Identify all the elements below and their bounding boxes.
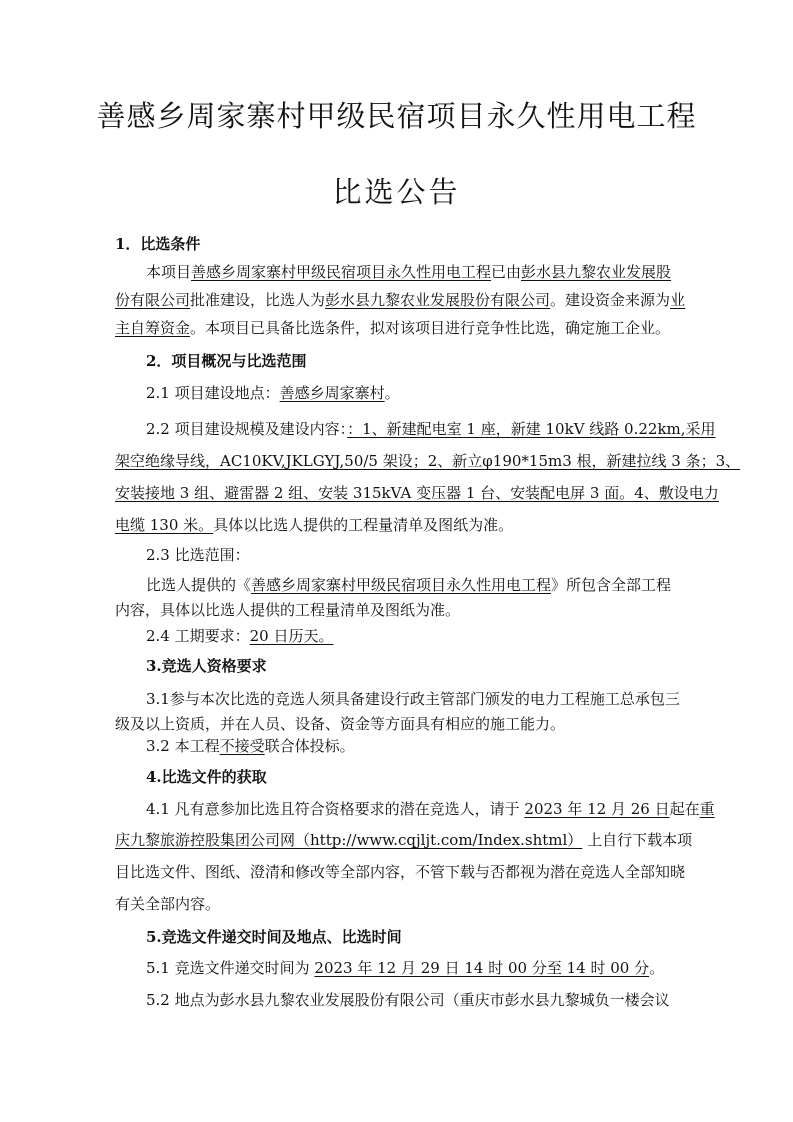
text: 批准建设，比选人为 xyxy=(190,291,326,309)
submission-time: 2023 年 12 月 29 日 14 时 00 分至 14 时 00 分 xyxy=(314,959,650,977)
section-1-para-line-1 xyxy=(146,262,671,282)
item-4-1-line-2 xyxy=(115,830,692,850)
text: 。 xyxy=(649,959,665,977)
item-2-2-line-2: 架空绝缘导线，AC10KV,JKLGYJ,50/5 架设；2、新立φ190*15m3 根，新建拉线 3 条；3、 xyxy=(115,452,741,470)
website-link[interactable]: 庆九黎旅游控股集团公司网（http://www.cqjljt.com/Index.shtml） xyxy=(115,831,583,849)
item-2-4 xyxy=(146,626,333,646)
text: 。本项目已具备比选条件，拟对该项目进行竞争性比选，确定施工企业。 xyxy=(190,319,671,337)
text: 。 xyxy=(384,384,400,402)
item-4-1-line-3: 目比选文件、图纸、澄清和修改等全部内容，不管下载与否都视为潜在竞选人全部知晓 xyxy=(115,863,686,881)
project-location: 善感乡周家寨村 xyxy=(279,384,385,402)
scope-text: 电缆 130 米。 xyxy=(115,516,214,534)
document-subtitle: 比选公告 xyxy=(332,175,461,209)
approver-name: 彭水县九黎农业发展股 xyxy=(521,263,672,281)
item-2-3-heading: 2.3 比选范围： xyxy=(146,546,250,564)
item-2-2-line-3: 安装接地 3 组、避雷器 2 组、安装 315kVA 变压器 1 台、安装配电屏 3 面。4、敷设电力 xyxy=(115,484,719,502)
text: 2.1 项目建设地点： xyxy=(146,384,280,402)
text: 本项目 xyxy=(146,263,192,281)
item-3-1-line-2: 级及以上资质，并在人员、设备、资金等方面具有相应的施工能力。 xyxy=(115,715,566,733)
project-name: 善感乡周家寨村甲级民宿项目永久性用电工程 xyxy=(191,263,492,281)
fund-source-cont: 主自筹资金 xyxy=(115,319,191,337)
duration: 20 日历天。 xyxy=(249,627,334,645)
item-5-1 xyxy=(146,958,664,978)
text: 4.1 凡有意参加比选且符合资格要求的潜在竞选人，请于 xyxy=(146,800,525,818)
text: 起在 xyxy=(669,800,700,818)
text: 5.1 竞选文件递交时间为 xyxy=(146,959,315,977)
section-4-heading: 4.比选文件的获取 xyxy=(146,768,267,786)
item-2-3-line-1 xyxy=(146,575,671,595)
section-1-para-line-2 xyxy=(115,290,685,310)
section-2-heading: 2．项目概况与比选范围 xyxy=(146,352,307,370)
website-name: 重 xyxy=(699,800,715,818)
item-4-1-line-4: 有关全部内容。 xyxy=(115,895,221,913)
item-2-1 xyxy=(146,383,400,403)
section-3-heading: 3.竞选人资格要求 xyxy=(146,657,267,675)
document-title: 善感乡周家寨村甲级民宿项目永久性用电工程 xyxy=(96,99,697,133)
text: 2.2 项目建设规模及建设内容： xyxy=(146,420,348,438)
not-accepted: 不接受 xyxy=(219,737,265,755)
item-3-2 xyxy=(146,736,355,756)
item-3-1-line-1: 3.1参与本次比选的竞选人须具备建设行政主管部门颁发的电力工程施工总承包三 xyxy=(146,690,680,708)
item-2-2-line-4 xyxy=(115,515,513,535)
text: 联合体投标。 xyxy=(264,737,355,755)
text: 2.4 工期要求： xyxy=(146,627,250,645)
section-5-heading: 5.竞选文件递交时间及地点、比选时间 xyxy=(146,928,402,946)
text: 具体以比选人提供的工程量清单及图纸为准。 xyxy=(213,516,514,534)
start-date: 2023 年 12 月 26 日 xyxy=(524,800,670,818)
selector-name: 彭水县九黎农业发展股份有限公司 xyxy=(325,291,551,309)
text: 已由 xyxy=(491,263,522,281)
section-1-para-line-3 xyxy=(115,318,670,338)
scope-text: ：1、新建配电室 1 座，新建 10kV 线路 0.22km,采用 xyxy=(347,420,716,438)
text: 。建设资金来源为 xyxy=(550,291,671,309)
item-2-2-line-1 xyxy=(146,419,716,439)
approver-name-cont: 份有限公司 xyxy=(115,291,191,309)
section-1-heading: 1．比选条件 xyxy=(115,235,201,253)
text: 比选人提供的《 xyxy=(146,576,252,594)
item-4-1-line-1 xyxy=(146,799,715,819)
project-name: 善感乡周家寨村甲级民宿项目永久性用电工程 xyxy=(251,576,552,594)
text: 3.2 本工程 xyxy=(146,737,220,755)
item-2-3-line-2: 内容，具体以比选人提供的工程量清单及图纸为准。 xyxy=(115,601,461,619)
text: 》所包含全部工程 xyxy=(551,576,672,594)
fund-source: 业 xyxy=(670,291,686,309)
text: 上自行下载本项 xyxy=(582,831,693,849)
item-5-2: 5.2 地点为彭水县九黎农业发展股份有限公司（重庆市彭水县九黎城负一楼会议 xyxy=(146,991,670,1009)
